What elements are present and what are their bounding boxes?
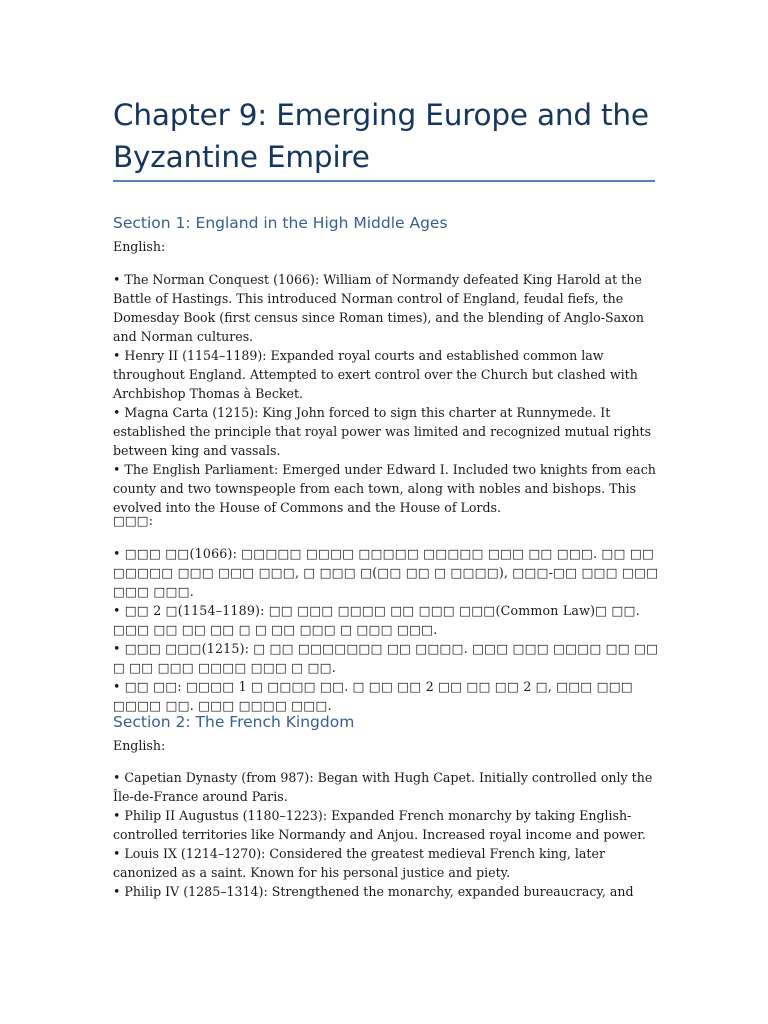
section-heading-1: Section 1: England in the High Middle Ages (113, 214, 448, 232)
english-list-2 (113, 768, 661, 901)
english-label-2: English: (113, 738, 166, 753)
english-list-1 (113, 270, 661, 517)
list-item: • The Norman Conquest (1066): William of Normandy defeated King Harold at the Battle of Hastings. This introduced Norman control of England, feudal fiefs, the Domesday Book (first census since Roman times), and the blending of Anglo-Saxon and Norman cultures. (113, 272, 644, 344)
section-heading-2: Section 2: The French Kingdom (113, 713, 355, 731)
korean-label-1: □□□: (113, 513, 153, 528)
list-item: • Philip IV (1285–1314): Strengthened the monarchy, expanded bureaucracy, and (113, 884, 634, 899)
list-item: • Magna Carta (1215): King John forced to sign this charter at Runnymede. It established the principle that royal power was limited and recognized mutual rights between king and vassals. (113, 405, 652, 458)
list-item: • Philip II Augustus (1180–1223): Expanded French monarchy by taking English-controlled territories like Normandy and Anjou. Increased royal income and power. (113, 808, 646, 842)
list-item: • The English Parliament: Emerged under Edward I. Included two knights from each county and two townspeople from each town, along with nobles and bishops. This evolved into the House of Commons and the House of Lords. (113, 462, 656, 515)
english-label-1: English: (113, 239, 166, 254)
list-item: • □□□ □□□(1215): □ □□ □□□□□□□ □□ □□□□. □□□ □□□ □□□□ □□ □□ □ □□ □□□ □□□□ □□□ □ □□. (113, 641, 659, 675)
title-underline (113, 180, 655, 182)
list-item: • □□ □□: □□□□ 1 □ □□□□ □□. □ □□ □□ 2 □□ □□ □□ 2 □, □□□ □□□ □□□□ □□. □□□ □□□□ □□□. (113, 679, 634, 713)
document-title: Chapter 9: Emerging Europe and the Byzantine Empire (113, 98, 649, 174)
list-item: • □□ 2 □(1154–1189): □□ □□□ □□□□ □□ □□□ □□□(Common Law)□ □□. □□□ □□ □□ □□ □ □ □□ □□□ □ □□□ □□□. (113, 603, 640, 637)
list-item: • □□□ □□(1066): □□□□□ □□□□ □□□□□ □□□□□ □□□ □□ □□□. □□ □□ □□□□□ □□□ □□□ □□□, □ □□□ □(□□ □□ □ □□□□), □□□-□□ □□□ □□□ □□□ □□□. (113, 546, 659, 599)
list-item: • Henry II (1154–1189): Expanded royal courts and established common law throughout England. Attempted to exert control over the Church but clashed with Archbishop Thomas à Becket. (113, 348, 638, 401)
korean-list-1 (113, 544, 661, 715)
list-item: • Louis IX (1214–1270): Considered the greatest medieval French king, later canonized as a saint. Known for his personal justice and piety. (113, 846, 605, 880)
list-item: • Capetian Dynasty (from 987): Began with Hugh Capet. Initially controlled only the Île-de-France around Paris. (113, 770, 653, 804)
